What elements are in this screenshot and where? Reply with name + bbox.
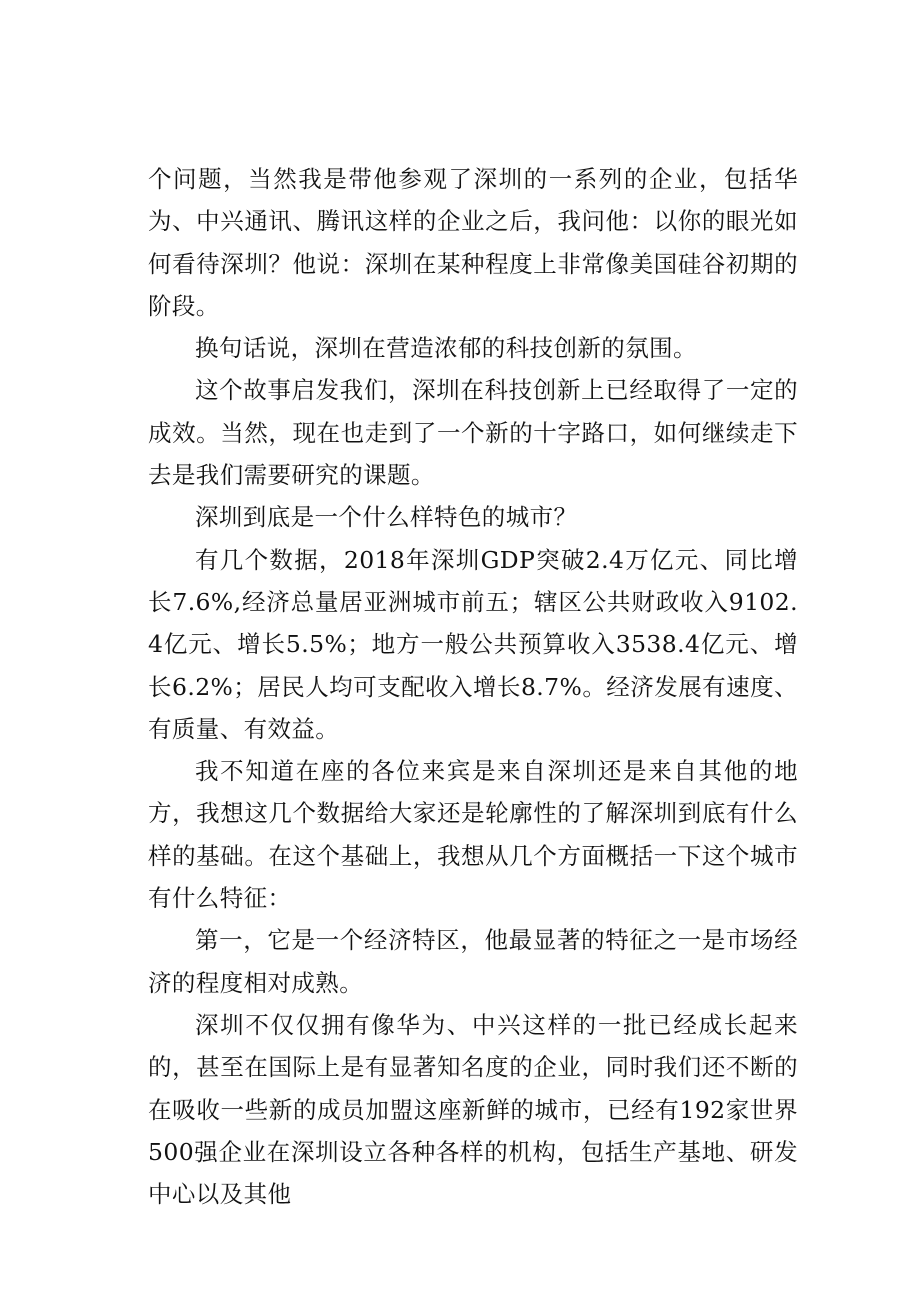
paragraph-4: 深圳到底是一个什么样特色的城市？ [195,503,578,532]
paragraph-3: 这个故事启发我们，深圳在科技创新上已经取得了一定的成效。当然，现在也走到了一个新的十字路口，如何继续走下去是我们需要研究的课题。 [148,376,798,490]
paragraph-8: 深圳不仅仅拥有像华为、中兴这样的一批已经成长起来的，甚至在国际上是有显著知名度的企业，同时我们还不断的在吸收一些新的成员加盟这座新鲜的城市，已经有192家世界500强企业在深圳设立各种各样的机构，包括生产基地、研发中心以及其他 [148,1010,798,1209]
paragraph-7: 第一，它是一个经济特区，他最显著的特征之一是市场经济的程度相对成熟。 [148,926,798,997]
paragraph-5: 有几个数据，2018年深圳GDP突破2.4万亿元、同比增长7.6%,经济总量居亚洲城市前五；辖区公共财政收入9102.4亿元、增长5.5%；地方一般公共预算收入3538.4亿元、增长6.2%；居民人均可支配收入增长8.7%。经济发展有速度、有质量、有效益。 [148,545,798,743]
paragraph-6: 我不知道在座的各位来宾是来自深圳还是来自其他的地方，我想这几个数据给大家还是轮廓性的了解深圳到底有什么样的基础。在这个基础上，我想从几个方面概括一下这个城市有什么特征： [148,757,798,913]
paragraph-1: 个问题，当然我是带他参观了深圳的一系列的企业，包括华为、中兴通讯、腾讯这样的企业之后，我问他：以你的眼光如何看待深圳？他说：深圳在某种程度上非常像美国硅谷初期的阶段。 [148,165,798,320]
body-text [148,158,798,1215]
paragraph-2: 换句话说，深圳在营造浓郁的科技创新的氛围。 [195,334,697,363]
